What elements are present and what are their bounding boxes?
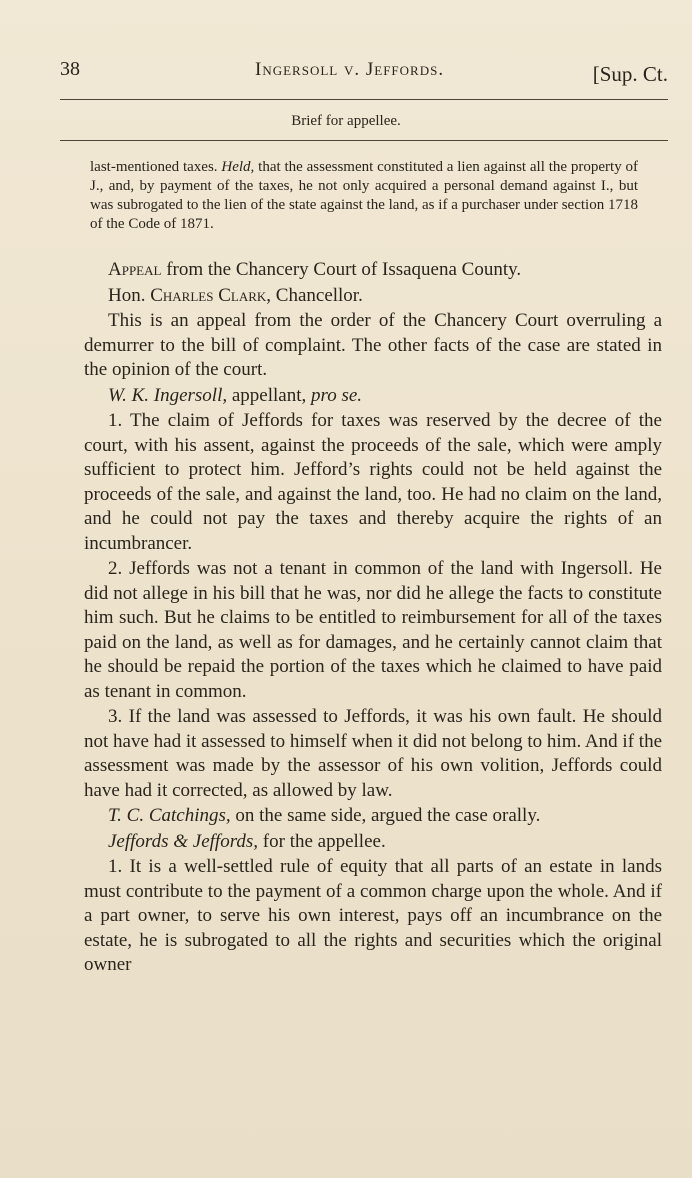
- appellant-role: appellant,: [231, 384, 307, 406]
- catchings-rest: on the same side, argued the case orally.: [235, 805, 541, 826]
- appellant-point: 2. Jeffords was not a tenant in common of the land with Ingersoll. He did not allege in his bill that he was, nor did he allege the facts to constitute him such. But he claims to be entitled to reimbursement for all of the taxes paid on the land, as well as for damages, and he certainly cannot claim that he should be repaid the portion of the taxes which he claimed to have paid as tenant in common.: [84, 558, 662, 702]
- judge-title: Chancellor.: [275, 284, 363, 306]
- headnote-part2: that the assessment constituted a lien against all the property of J., and, by payment of the taxes, he not only acquired a personal demand against I., but was subrogated to the lien of the state against the land, as if a purchaser under section 1718 of the Code of 1871.: [90, 159, 639, 232]
- appellee-point: 1. It is a well-settled rule of equity that all parts of an estate in lands must contribute to the payment of a common charge upon the whole. And if a part owner, to serve his own interest, pays off an incumbrance on the estate, he is subrogated to all the rights and securities which the original owner: [84, 856, 662, 975]
- headnote: [90, 158, 638, 234]
- appellant-pro-se: pro se.: [311, 384, 363, 406]
- appellant-line: [84, 384, 662, 409]
- header-rule: [60, 99, 668, 100]
- catchings-line: [84, 804, 662, 829]
- catchings-name: T. C. Catchings,: [108, 805, 231, 826]
- page-number: 38: [60, 58, 80, 80]
- subheader-rule: [60, 140, 668, 141]
- running-title: Ingersoll v. Jeffords.: [255, 59, 445, 80]
- appellant-point: 3. If the land was assessed to Jeffords, it was his own fault. He should not have had it assessed to himself when it did not belong to him. And if the assessment was made by the assessor of his own volition, Jeffords could have had it corrected, as allowed by law.: [84, 706, 662, 801]
- judge-name: Charles Clark,: [150, 284, 272, 306]
- judge-line: [84, 284, 662, 309]
- main-text: [84, 258, 662, 979]
- appeal-line: [84, 258, 662, 283]
- page-header: [60, 58, 668, 90]
- appeal-rest: from the Chancery Court of Issaquena County.: [166, 259, 522, 280]
- appellee-line: [84, 830, 662, 855]
- court-abbreviation: [Sup. Ct.: [592, 62, 668, 86]
- appellee-name: Jeffords & Jeffords,: [108, 830, 259, 852]
- appellant-point: 1. The claim of Jeffords for taxes was reserved by the decree of the court, with his assent, against the proceeds of the sale, which were amply sufficient to protect him. Jefford’s rights could not be held against the proceeds of the sale, and against the land, too. He had no claim on the land, and he could not pay the taxes and thereby acquire the rights of an incumbrancer.: [84, 410, 662, 554]
- intro-paragraph: This is an appeal from the order of the Chancery Court overruling a demurrer to the bill of complaint. The other facts of the case are stated in the opinion of the court.: [84, 310, 662, 380]
- appeal-word: Appeal: [108, 259, 162, 280]
- hon-label: Hon.: [108, 284, 146, 306]
- appellee-rest: for the appellee.: [262, 830, 386, 852]
- headnote-held: Held,: [221, 159, 255, 175]
- brief-label: Brief for appellee.: [291, 113, 401, 129]
- appellant-name: W. K. Ingersoll,: [108, 384, 228, 406]
- headnote-part1: last-mentioned taxes.: [90, 159, 218, 175]
